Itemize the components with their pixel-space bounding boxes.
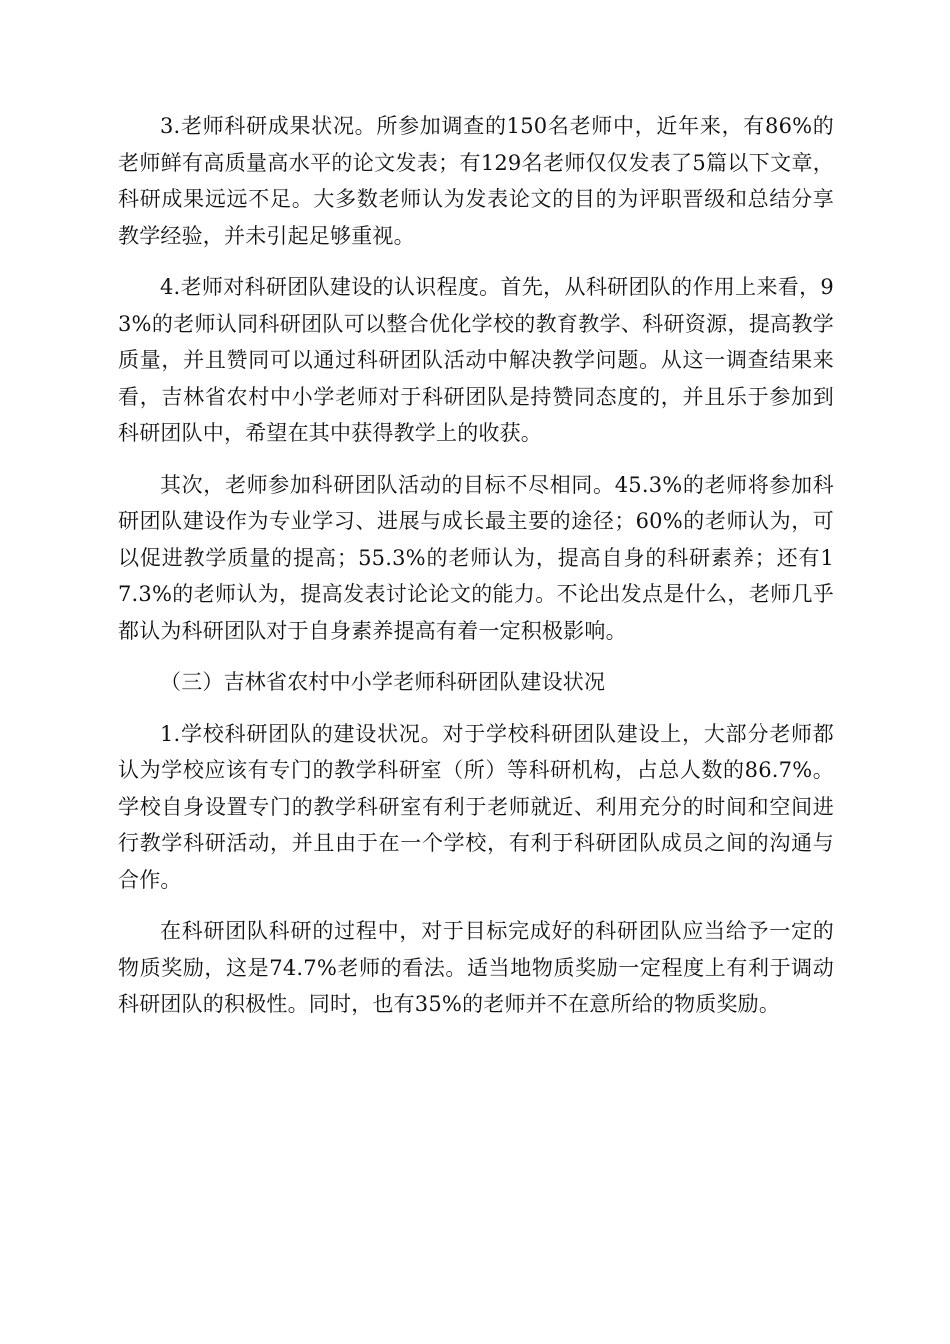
document-body — [118, 108, 834, 1038]
paragraph-team-awareness: 4.老师对科研团队建设的认识程度。首先，从科研团队的作用上来看，93%的老师认同科研团队可以整合优化学校的教育教学、科研资源，提高教学质量，并且赞同可以通过科研团队活动中解决教学问题。从这一调查结果来看，吉林省农村中小学老师对于科研团队是持赞同态度的，并且乐于参加到科研团队中，希望在其中获得教学上的收获。 — [118, 275, 834, 445]
paragraph-research-results: 3.老师科研成果状况。所参加调查的150名老师中，近年来，有86%的老师鲜有高质量高水平的论文发表；有129名老师仅仅发表了5篇以下文章，科研成果远远不足。大多数老师认为发表论文的目的为评职晋级和总结分享教学经验，并未引起足够重视。 — [118, 114, 834, 248]
paragraph-school-team-status: 1.学校科研团队的建设状况。对于学校科研团队建设上，大部分老师都认为学校应该有专门的教学科研室（所）等科研机构，占总人数的86.7%。学校自身设置专门的教学科研室有利于老师就近、利用充分的时间和空间进行教学科研活动，并且由于在一个学校，有利于科研团队成员之间的沟通与合作。 — [118, 721, 834, 892]
paragraph-material-rewards: 在科研团队科研的过程中，对于目标完成好的科研团队应当给予一定的物质奖励，这是74.7%老师的看法。适当地物质奖励一定程度上有利于调动科研团队的积极性。同时，也有35%的老师并不在意所给的物质奖励。 — [118, 919, 834, 1016]
section-heading: （三）吉林省农村中小学老师科研团队建设状况 — [160, 670, 606, 694]
paragraph-team-goals: 其次，老师参加科研团队活动的目标不尽相同。45.3%的老师将参加科研团队建设作为专业学习、进展与成长最主要的途径；60%的老师认为，可以促进教学质量的提高；55.3%的老师认为，提高自身的科研素养；还有17.3%的老师认为，提高发表讨论论文的能力。不论出发点是什么，老师几乎都认为科研团队对于自身素养提高有着一定积极影响。 — [118, 472, 834, 643]
